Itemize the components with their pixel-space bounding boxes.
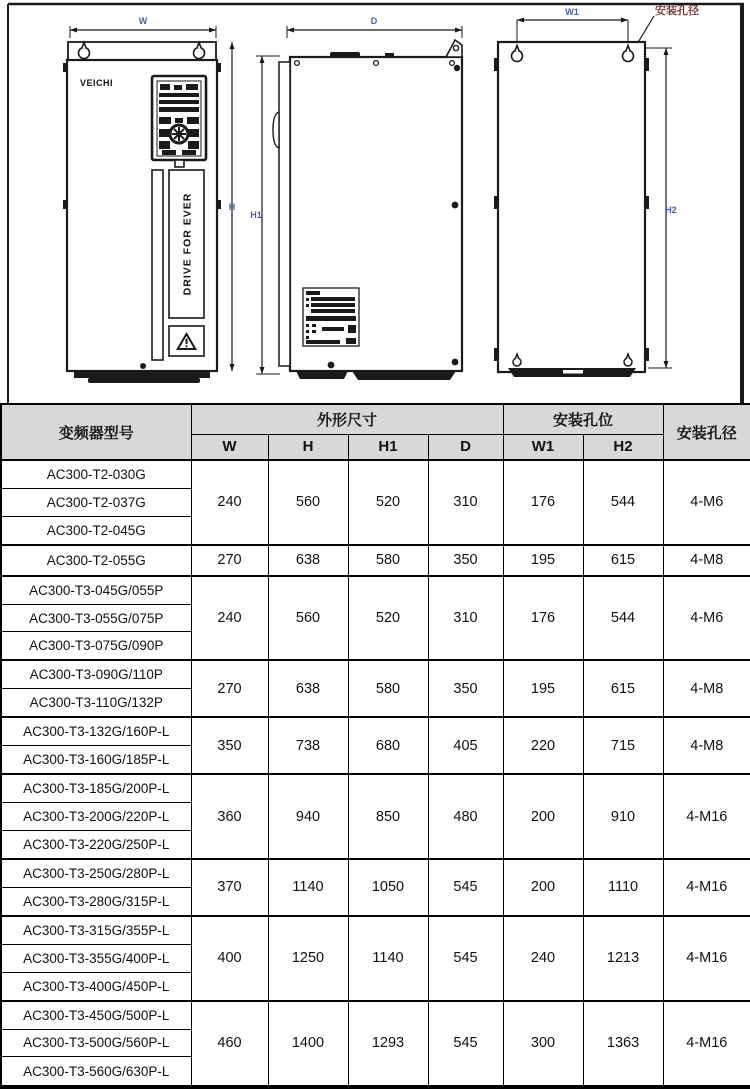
hole-cell: 4-M16 bbox=[663, 1001, 750, 1087]
model-cell: AC300-T3-500G/560P-L bbox=[1, 1029, 191, 1057]
hole-cell: 4-M8 bbox=[663, 717, 750, 774]
front-cover-edge bbox=[279, 62, 290, 366]
w1-cell: 176 bbox=[503, 576, 583, 661]
w1-cell: 220 bbox=[503, 717, 583, 774]
dim-label-h1: H1 bbox=[250, 210, 262, 220]
d-cell: 310 bbox=[428, 460, 503, 545]
model-cell: AC300-T3-185G/200P-L bbox=[1, 774, 191, 803]
outline-dimension-figure bbox=[0, 0, 750, 403]
d-cell: 480 bbox=[428, 774, 503, 859]
h-cell: 560 bbox=[268, 460, 348, 545]
table-header bbox=[1, 404, 750, 460]
h1-cell: 850 bbox=[348, 774, 428, 859]
header-model: 变频器型号 bbox=[1, 404, 191, 460]
front-view-drawing bbox=[63, 16, 235, 383]
dim-label-h: H bbox=[228, 202, 236, 212]
hole-cell: 4-M8 bbox=[663, 545, 750, 576]
model-cell: AC300-T3-560G/630P-L bbox=[1, 1057, 191, 1087]
control-wheel-icon bbox=[169, 124, 190, 145]
w-cell: 270 bbox=[191, 660, 268, 717]
dim-h1 bbox=[250, 56, 280, 374]
h2-cell: 715 bbox=[583, 717, 663, 774]
w1-cell: 300 bbox=[503, 1001, 583, 1087]
dim-label-w1: W1 bbox=[565, 7, 579, 17]
dim-label-h2: H2 bbox=[665, 205, 677, 215]
h2-cell: 910 bbox=[583, 774, 663, 859]
hole-cell: 4-M16 bbox=[663, 774, 750, 859]
dim-w bbox=[70, 16, 216, 38]
header-h2: H2 bbox=[583, 434, 663, 460]
h2-cell: 615 bbox=[583, 660, 663, 717]
d-cell: 350 bbox=[428, 660, 503, 717]
table-row bbox=[1, 717, 750, 746]
h2-cell: 615 bbox=[583, 545, 663, 576]
model-cell: AC300-T3-132G/160P-L bbox=[1, 717, 191, 746]
table-row bbox=[1, 1001, 750, 1030]
model-cell: AC300-T3-400G/450P-L bbox=[1, 972, 191, 1001]
table-row bbox=[1, 859, 750, 888]
model-cell: AC300-T3-200G/220P-L bbox=[1, 803, 191, 831]
h-cell: 638 bbox=[268, 660, 348, 717]
side-view-drawing bbox=[250, 16, 462, 380]
slogan-text: DRIVE FOR EVER bbox=[181, 192, 194, 296]
keypad-bulge bbox=[273, 112, 279, 148]
w-cell: 240 bbox=[191, 576, 268, 661]
dim-d bbox=[287, 16, 462, 38]
model-cell: AC300-T3-280G/315P-L bbox=[1, 887, 191, 916]
h1-cell: 1140 bbox=[348, 916, 428, 1001]
table-row bbox=[1, 774, 750, 803]
h-cell: 940 bbox=[268, 774, 348, 859]
w-cell: 460 bbox=[191, 1001, 268, 1087]
d-cell: 405 bbox=[428, 717, 503, 774]
dim-w1 bbox=[517, 7, 628, 46]
header-outline-group: 外形尺寸 bbox=[191, 404, 503, 434]
d-cell: 350 bbox=[428, 545, 503, 576]
h-cell: 738 bbox=[268, 717, 348, 774]
h-cell: 638 bbox=[268, 545, 348, 576]
table-row bbox=[1, 460, 750, 489]
dimensions-table bbox=[0, 403, 750, 1089]
nameplate bbox=[303, 288, 359, 346]
h1-cell: 1050 bbox=[348, 859, 428, 916]
w-cell: 360 bbox=[191, 774, 268, 859]
rear-view-drawing bbox=[494, 3, 699, 377]
hole-cell: 4-M16 bbox=[663, 916, 750, 1001]
h2-cell: 1110 bbox=[583, 859, 663, 916]
h1-cell: 580 bbox=[348, 545, 428, 576]
model-cell: AC300-T3-160G/185P-L bbox=[1, 746, 191, 775]
hanging-hook bbox=[446, 40, 462, 57]
model-cell: AC300-T2-045G bbox=[1, 516, 191, 545]
model-cell: AC300-T2-055G bbox=[1, 545, 191, 576]
table-row bbox=[1, 660, 750, 689]
w-cell: 270 bbox=[191, 545, 268, 576]
header-h: H bbox=[268, 434, 348, 460]
h1-cell: 580 bbox=[348, 660, 428, 717]
d-cell: 310 bbox=[428, 576, 503, 661]
h1-cell: 520 bbox=[348, 460, 428, 545]
model-cell: AC300-T3-045G/055P bbox=[1, 576, 191, 605]
model-cell: AC300-T2-037G bbox=[1, 489, 191, 517]
d-cell: 545 bbox=[428, 1001, 503, 1087]
h2-cell: 544 bbox=[583, 576, 663, 661]
header-w1: W1 bbox=[503, 434, 583, 460]
h2-cell: 544 bbox=[583, 460, 663, 545]
h1-cell: 1293 bbox=[348, 1001, 428, 1087]
h-cell: 1140 bbox=[268, 859, 348, 916]
table-row bbox=[1, 576, 750, 605]
rear-base bbox=[508, 368, 636, 377]
h-cell: 1250 bbox=[268, 916, 348, 1001]
model-cell: AC300-T3-090G/110P bbox=[1, 660, 191, 689]
w1-cell: 200 bbox=[503, 774, 583, 859]
header-h1: H1 bbox=[348, 434, 428, 460]
model-cell: AC300-T3-250G/280P-L bbox=[1, 859, 191, 888]
h1-cell: 520 bbox=[348, 576, 428, 661]
h2-cell: 1213 bbox=[583, 916, 663, 1001]
w1-cell: 240 bbox=[503, 916, 583, 1001]
keypad bbox=[152, 76, 206, 167]
header-mounting-group: 安装孔位 bbox=[503, 404, 663, 434]
header-d: D bbox=[428, 434, 503, 460]
hole-cell: 4-M6 bbox=[663, 460, 750, 545]
table-row bbox=[1, 916, 750, 945]
table-row bbox=[1, 545, 750, 576]
dim-label-w: W bbox=[138, 16, 148, 26]
w1-cell: 200 bbox=[503, 859, 583, 916]
model-cell: AC300-T3-220G/250P-L bbox=[1, 830, 191, 859]
model-cell: AC300-T3-055G/075P bbox=[1, 604, 191, 632]
w1-cell: 195 bbox=[503, 545, 583, 576]
w1-cell: 195 bbox=[503, 660, 583, 717]
d-cell: 545 bbox=[428, 916, 503, 1001]
w-cell: 370 bbox=[191, 859, 268, 916]
warning-box bbox=[169, 326, 204, 356]
w1-cell: 176 bbox=[503, 460, 583, 545]
dim-label-d: D bbox=[370, 16, 378, 26]
header-w: W bbox=[191, 434, 268, 460]
hole-cell: 4-M6 bbox=[663, 576, 750, 661]
model-cell: AC300-T3-315G/355P-L bbox=[1, 916, 191, 945]
w-cell: 400 bbox=[191, 916, 268, 1001]
cover-strip bbox=[152, 170, 163, 360]
dimension-drawings-panel bbox=[0, 0, 750, 403]
model-cell: AC300-T3-450G/500P-L bbox=[1, 1001, 191, 1030]
hole-cell: 4-M16 bbox=[663, 859, 750, 916]
h1-cell: 680 bbox=[348, 717, 428, 774]
hole-cell: 4-M8 bbox=[663, 660, 750, 717]
h-cell: 1400 bbox=[268, 1001, 348, 1087]
rear-body bbox=[498, 42, 645, 372]
h-cell: 560 bbox=[268, 576, 348, 661]
w-cell: 350 bbox=[191, 717, 268, 774]
brand-logo: VEICHI bbox=[80, 78, 114, 88]
side-base bbox=[296, 371, 456, 380]
w-cell: 240 bbox=[191, 460, 268, 545]
h2-cell: 1363 bbox=[583, 1001, 663, 1087]
header-hole-diameter: 安装孔径 bbox=[663, 404, 750, 460]
model-cell: AC300-T3-110G/132P bbox=[1, 689, 191, 718]
model-cell: AC300-T3-075G/090P bbox=[1, 632, 191, 661]
hole-note-label: 安装孔径 bbox=[655, 5, 699, 17]
model-cell: AC300-T2-030G bbox=[1, 460, 191, 489]
d-cell: 545 bbox=[428, 859, 503, 916]
model-cell: AC300-T3-355G/400P-L bbox=[1, 944, 191, 972]
dim-h bbox=[229, 42, 236, 371]
